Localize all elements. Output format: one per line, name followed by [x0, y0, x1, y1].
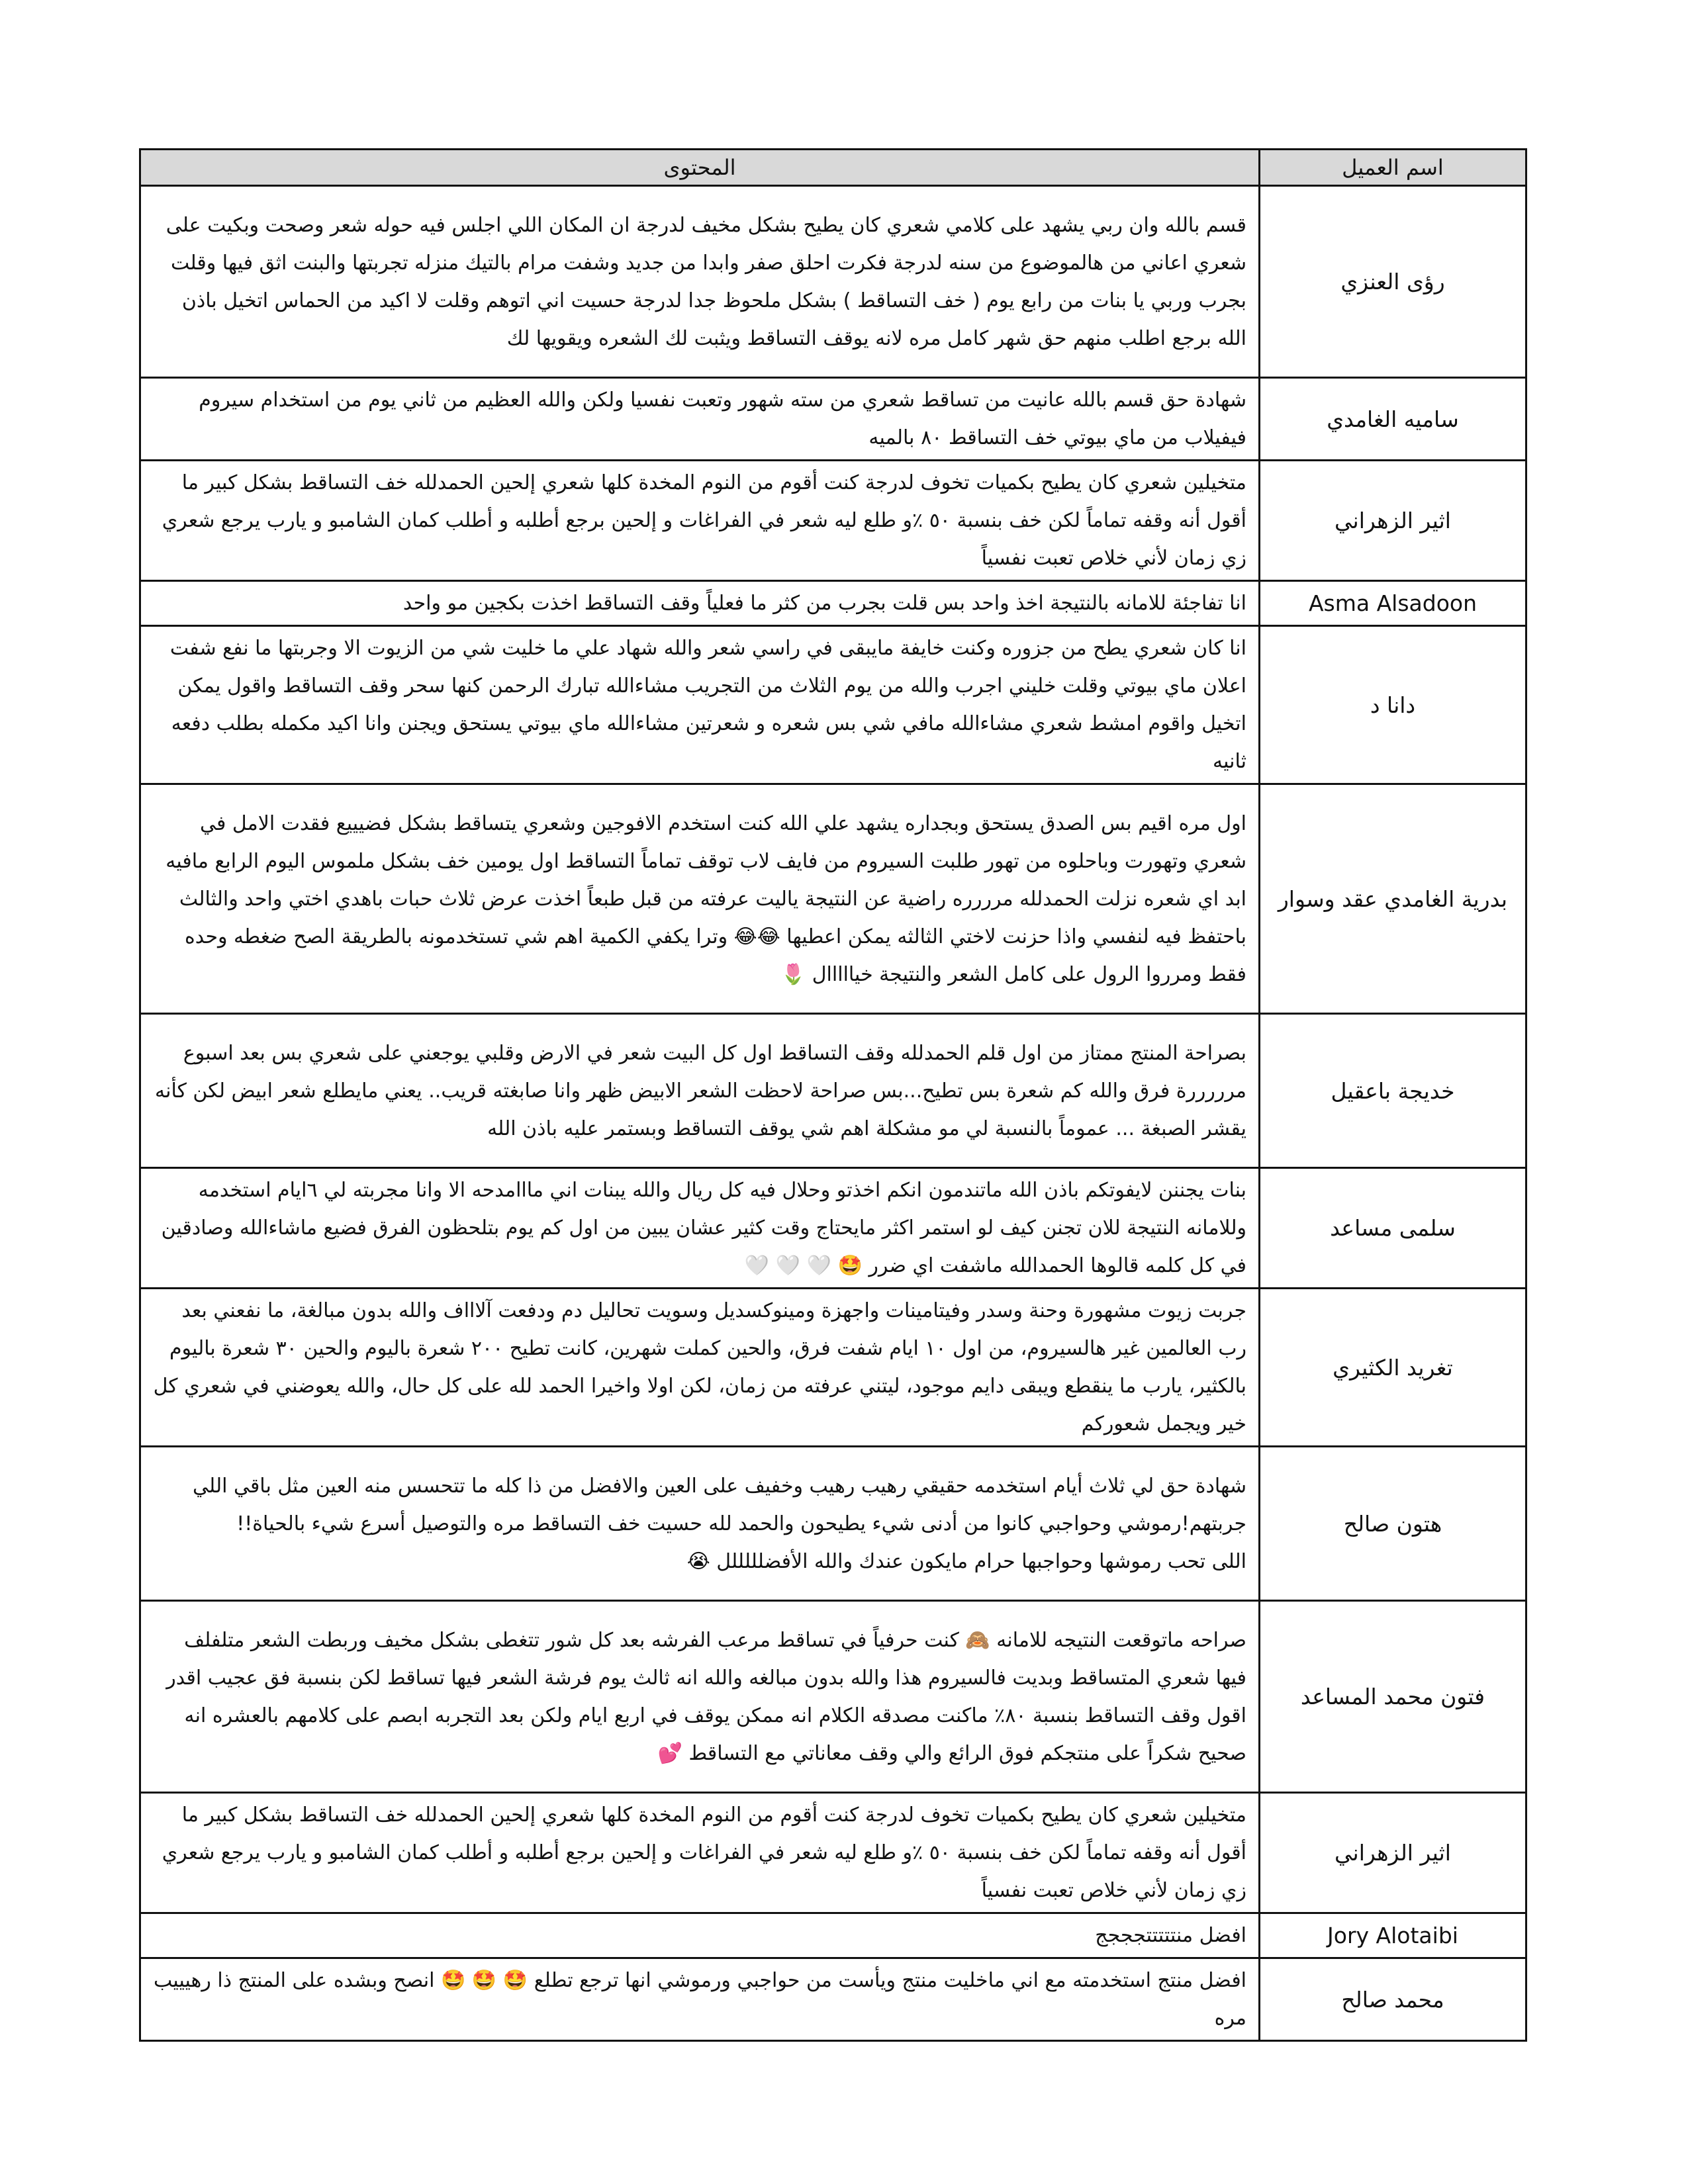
customer-name: اثير الزهراني	[1260, 1793, 1526, 1913]
customer-name: ساميه الغامدي	[1260, 378, 1526, 461]
review-text: بصراحة المنتج ممتاز من اول قلم الحمدلله وقف التساقط اول كل البيت شعر في الارض وقلبي يوجعني على شعري بس بعد اسبوع مرررررة فرق والله كم شعرة بس تطيح...بس صراحة لاحظت الشعر الابيض ظهر وانا صابغته قريب.. يعني مايطلع شعر ابيض لكن كأنه يقشر الصبغة ... عموماً بالنسبة لي مو مشكلة اهم شي يوقف التساقط وبستمر عليه باذن الله	[140, 1014, 1260, 1168]
customer-name: تغريد الكثيري	[1260, 1289, 1526, 1447]
header-row	[140, 150, 1526, 186]
review-text: جربت زيوت مشهورة وحنة وسدر وفيتامينات واجهزة ومينوكسديل وسويت تحاليل دم ودفعت آلاااف والله بدون مبالغة، ما نفعني بعد رب العالمين غير هالسيروم، من اول ١٠ ايام شفت فرق، والحين كملت شهرين، كانت تطيح ٢٠٠ شعرة باليوم والحين ٣٠ شعرة باليوم بالكثير، يارب ما ينقطع ويبقى دايم موجود، ليتني عرفته من زمان، لكن اولا واخيرا الحمد لله على كل حال، والله يعوضني في شعري كل خير ويجمل شعوركم	[140, 1289, 1260, 1447]
customer-name: هتون صالح	[1260, 1447, 1526, 1601]
table-row	[140, 1168, 1526, 1289]
customer-name: خديجة باعقيل	[1260, 1014, 1526, 1168]
table-row	[140, 1793, 1526, 1913]
review-text: افضل منتج استخدمته مع اني ماخليت منتج ويأست من حواجبي ورموشي انها ترجع تطلع 🤩 🤩 🤩 انصح وبشده على المنتج ذا رهيييب مره	[140, 1958, 1260, 2041]
table-row	[140, 461, 1526, 581]
review-text: انا كان شعري يطح من جزوره وكنت خايفة مايبقى في راسي شعر والله شهاد علي ما خليت شي من الزيوت الا وجربتها ما نفع شفت اعلان ماي بيوتي وقلت خليني اجرب والله من يوم الثلاث من التجريب مشاءالله تبارك الرحمن كنها سحر وقف التساقط واقول يمكن اتخيل واقوم امشط شعري مشاءالله مافي شي بس شعره و شعرتين مشاءالله ماي بيوتي يستحق ويجنن وانا اكيد مكمله بطلب دفعه ثانيه	[140, 626, 1260, 784]
customer-name: اثير الزهراني	[1260, 461, 1526, 581]
customer-name: سلمى مساعد	[1260, 1168, 1526, 1289]
review-text: شهادة حق قسم بالله عانيت من تساقط شعري من سته شهور وتعبت نفسيا ولكن والله العظيم من ثاني يوم من استخدام سيروم فيفيلاب من ماي بيوتي خف التساقط ٨٠ بالميه	[140, 378, 1260, 461]
review-paragraph: شهادة حق لي ثلاث أيام استخدمه حقيقي رهيب رهيب وخفيف على العين والافضل من ذا كله ما تتحسس منه العين مثل باقي اللي جربتهم!رموشي وحواجبي كانوا من أدنى شيء يطيحون والحمد لله حسيت خف التساقط مره والتوصيل أسرع شيء بالحياة!!	[193, 1474, 1246, 1535]
customer-name: دانا د	[1260, 626, 1526, 784]
customer-name: بدرية الغامدي عقد وسوار	[1260, 784, 1526, 1014]
table-row	[140, 186, 1526, 378]
review-text: صراحه ماتوقعت النتيجه للامانه 🙈 كنت حرفياً في تساقط مرعب الفرشه بعد كل شور تتغطى بشكل مخيف وربطت الشعر متلفلف فيها شعري المتساقط وبديت فالسيروم هذا والله بدون مبالغه والله انه ثالث يوم فرشة الشعر فيها تساقط لكن بنسبة فق عجيب اقدر اقول وقف التساقط بنسبة ٨٠٪ ماكنت مصدقه الكلام انه ممكن يوقف في اربع ايام ولكن بعد التجربه ابصم على كلامهم بالعشره انه صحيح شكراً على منتجكم فوق الرائع والي وقف معاناتي مع التساقط 💕	[140, 1601, 1260, 1793]
table-row	[140, 784, 1526, 1014]
review-text	[140, 1447, 1260, 1601]
table-row	[140, 626, 1526, 784]
customer-name: Jory Alotaibi	[1260, 1913, 1526, 1958]
table-row	[140, 1289, 1526, 1447]
review-text: متخيلين شعري كان يطيح بكميات تخوف لدرجة كنت أقوم من النوم المخدة كلها شعري إلحين الحمدلله خف التساقط بشكل كبير ما أقول أنه وقفه تماماً لكن خف بنسبة ٥٠ ٪و طلع ليه شعر في الفراغات و إلحين برجع أطلبه و أطلب كمان الشامبو و يارب يرجع شعري زي زمان لأني خلاص تعبت نفسياً	[140, 461, 1260, 581]
table-row	[140, 1601, 1526, 1793]
customer-name: فتون محمد المساعد	[1260, 1601, 1526, 1793]
testimonials-sheet	[139, 148, 1525, 2042]
review-text: بنات يجننن لايفوتكم باذن الله ماتندمون انكم اخذتو وحلال فيه كل ريال والله يبنات اني مااامدحه الا وانا مجربته لي ٦ايام استخدمه وللامانه النتيجة للان تجنن كيف لو استمر اكثر مايحتاج وقت كثير عشان يبين من اول كم يوم بتلحظون الفرق فضيع ماشاءالله وصادقين في كل كلمه قالوها الحمدالله ماشفت اي ضرر 🤩 🤍 🤍 🤍	[140, 1168, 1260, 1289]
testimonials-table	[139, 148, 1527, 2042]
review-text: انا تفاجئة للامانه بالنتيجة اخذ واحد بس قلت بجرب من كثر ما فعلياً وقف التساقط اخذت بكجين مو واحد	[140, 581, 1260, 626]
customer-name: رؤى العنزي	[1260, 186, 1526, 378]
review-text: متخيلين شعري كان يطيح بكميات تخوف لدرجة كنت أقوم من النوم المخدة كلها شعري إلحين الحمدلله خف التساقط بشكل كبير ما أقول أنه وقفه تماماً لكن خف بنسبة ٥٠ ٪و طلع ليه شعر في الفراغات و إلحين برجع أطلبه و أطلب كمان الشامبو و يارب يرجع شعري زي زمان لأني خلاص تعبت نفسياً	[140, 1793, 1260, 1913]
header-customer-name: اسم العميل	[1260, 150, 1526, 186]
review-text: اول مره اقيم بس الصدق يستحق وبجداره يشهد علي الله كنت استخدم الافوجين وشعري يتساقط بشكل فضيييع فقدت الامل في شعري وتهورت وباحلوه من تهور طلبت السيروم من فايف لاب توقف تماماً التساقط اول يومين خف بشكل ملموس اليوم الرابع مافيه ابد اي شعره نزلت الحمدلله مرررره راضية عن النتيجة ياليت عرفته من قبل طبعاً اخذت عرض ثلاث حبات باهدي اختي واحد والثالث باحتفظ فيه لنفسي واذا حزنت لاختي الثالثه يمكن اعطيها 😂😂 وترا يكفي الكمية اهم شي تستخدمونه بالطريقة الصح ضغطه وحده فقط ومرروا الرول على كامل الشعر والنتيجة خيااااال 🌷	[140, 784, 1260, 1014]
header-content: المحتوى	[140, 150, 1260, 186]
table-row	[140, 1913, 1526, 1958]
table-row	[140, 1447, 1526, 1601]
table-row	[140, 1958, 1526, 2041]
customer-name: محمد صالح	[1260, 1958, 1526, 2041]
customer-name: Asma Alsadoon	[1260, 581, 1526, 626]
table-row	[140, 1014, 1526, 1168]
review-text: قسم بالله وان ربي يشهد على كلامي شعري كان يطيح بشكل مخيف لدرجة ان المكان اللي اجلس فيه حوله شعر وصحت وبكيت على شعري اعاني من هالموضوع من سنه لدرجة فكرت احلق صفر وابدا من جديد وشفت مرام بالتيك منزله تجربتها والبنت اثق فيها وقلت بجرب وربي يا بنات من رابع يوم ( خف التساقط ) بشكل ملحوظ جدا لدرجة حسيت اني اتوهم وقلت لا اكيد من الحماس اتخيل باذن الله برجع اطلب منهم حق شهر كامل مره لانه يوقف التساقط ويثبت لك الشعره ويقويها لك	[140, 186, 1260, 378]
review-paragraph: اللى تحب رموشها وحواجبها حرام مايكون عندك والله الأفضلللللل 😭	[686, 1549, 1246, 1573]
review-text: افضل منتتتتتجججج	[140, 1913, 1260, 1958]
table-row	[140, 378, 1526, 461]
table-row	[140, 581, 1526, 626]
